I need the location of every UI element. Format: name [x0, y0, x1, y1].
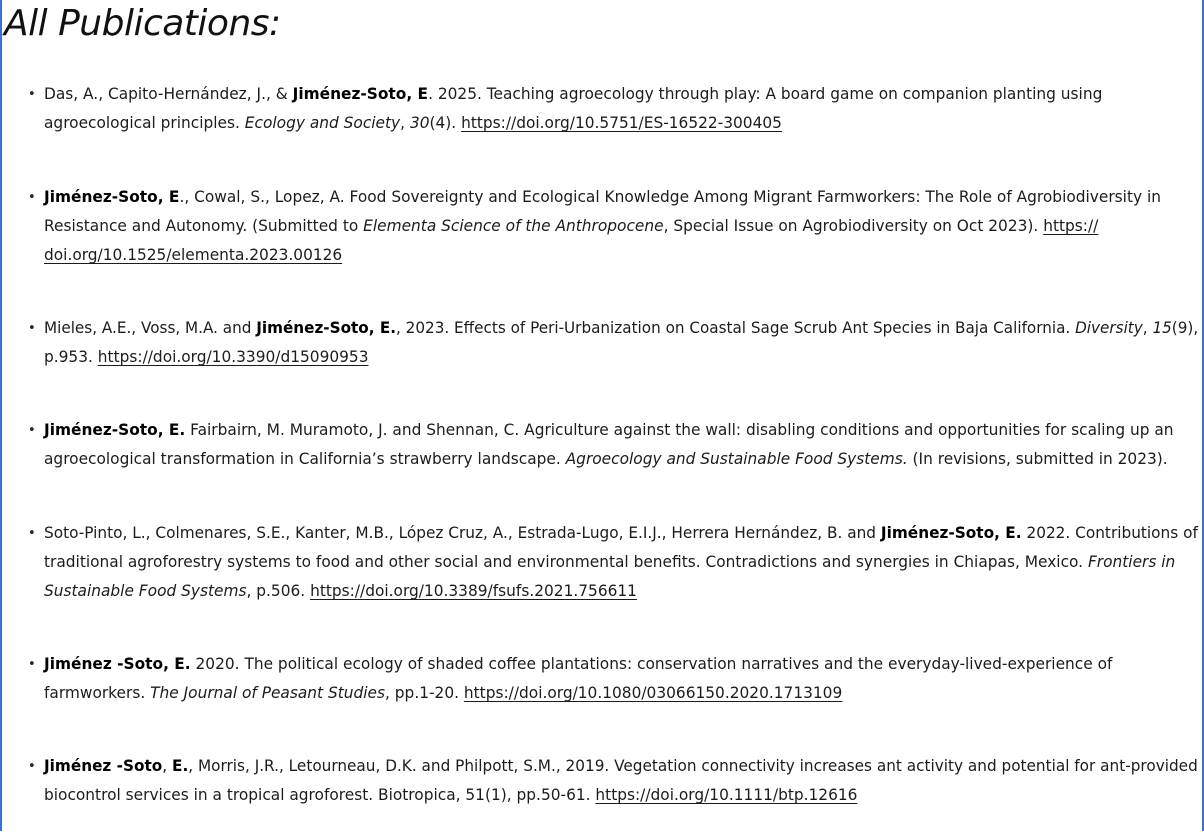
- publication-line: [44, 416, 1198, 445]
- doi-link[interactable]: https://doi.org/10.3389/fsufs.2021.756611: [310, 582, 637, 600]
- highlighted-author: Jiménez-Soto, E: [292, 85, 429, 103]
- publication-line: [44, 679, 1198, 708]
- volume-number: 15: [1152, 319, 1172, 337]
- publication-line: [44, 183, 1198, 212]
- journal-name: Sustainable Food Systems: [44, 582, 247, 600]
- bullet-icon: •: [28, 190, 36, 205]
- highlighted-author: Jiménez-Soto, E: [44, 188, 180, 206]
- publication-line: [44, 109, 1198, 138]
- publication-item: [28, 650, 1204, 708]
- publication-item: [28, 183, 1204, 270]
- publication-line: [44, 445, 1198, 474]
- citation-text: , pp.1-20.: [385, 684, 464, 702]
- publication-item: [28, 80, 1204, 138]
- citation-text: , Special Issue on Agrobiodiversity on Oct 2023).: [663, 217, 1044, 235]
- citation-text: Resistance and Autonomy. (Submitted to: [44, 217, 364, 235]
- publication-line: [44, 752, 1198, 781]
- publication-line: [44, 650, 1198, 679]
- highlighted-author: Jiménez -Soto, E.: [44, 655, 191, 673]
- page-title: All Publications:: [4, 3, 281, 44]
- bullet-icon: •: [28, 423, 36, 438]
- citation-text: p.953.: [44, 348, 98, 366]
- citation-text: agroecological principles.: [44, 114, 245, 132]
- publication-line: [44, 781, 1198, 810]
- citation-text: traditional agroforestry systems to food and other social and environmental benefits. Contradictions and synergies in Chiapas, Mexico.: [44, 553, 1088, 571]
- highlighted-author: Jiménez-Soto, E.: [256, 319, 397, 337]
- citation-text: ,: [400, 114, 410, 132]
- journal-name: Diversity: [1075, 319, 1143, 337]
- bullet-icon: •: [28, 87, 36, 102]
- doi-link[interactable]: https://doi.org/10.5751/ES-16522-300405: [461, 114, 782, 132]
- citation-text: 2022. Contributions of: [1021, 524, 1198, 542]
- citation-text: 2020. The political ecology of shaded coffee plantations: conservation narratives and the everyday-lived-experience of: [190, 655, 1113, 673]
- doi-link[interactable]: https://doi.org/10.1111/btp.12616: [595, 786, 858, 804]
- publication-line: [44, 241, 1198, 270]
- citation-text: biocontrol services in a tropical agroforest. Biotropica, 51(1), pp.50-61.: [44, 786, 596, 804]
- bullet-icon: •: [28, 526, 36, 541]
- publication-line: [44, 577, 1198, 606]
- journal-name: The Journal of Peasant Studies: [150, 684, 386, 702]
- volume-number: 30: [409, 114, 430, 132]
- citation-text: ,: [1142, 319, 1153, 337]
- doi-link[interactable]: https://doi.org/10.1080/03066150.2020.1713109: [463, 684, 843, 702]
- citation-text: , Morris, J.R., Letourneau, D.K. and Philpott, S.M., 2019. Vegetation connectivity increases ant activity and potential for ant-provided: [188, 757, 1198, 775]
- publication-line: [44, 548, 1198, 577]
- citation-text: ., Cowal, S., Lopez, A. Food Sovereignty and Ecological Knowledge Among Migrant Farmworkers: The Role of Agrobiodiversity in: [179, 188, 1162, 206]
- bullet-icon: •: [28, 321, 36, 336]
- publication-line: [44, 519, 1198, 548]
- journal-name: Frontiers in: [1087, 553, 1176, 571]
- highlighted-author: E.: [172, 757, 189, 775]
- publication-line: [44, 314, 1199, 343]
- authors-text: Das, A., Capito-Hernández, J., &: [44, 85, 293, 103]
- publication-line: [44, 343, 1198, 372]
- authors-text: Soto-Pinto, L., Colmenares, S.E., Kanter, M.B., López Cruz, A., Estrada-Lugo, E.I.J., Herrera Hernández, B. and: [44, 524, 881, 542]
- doi-link[interactable]: https://: [1043, 217, 1099, 235]
- bullet-icon: •: [28, 759, 36, 774]
- citation-text: (9),: [1171, 319, 1199, 337]
- citation-text: Fairbairn, M. Muramoto, J. and Shennan, C. Agriculture against the wall: disabling conditions and opportunities for scaling up an: [185, 421, 1174, 439]
- highlighted-author: Jiménez -Soto: [44, 757, 163, 775]
- publication-line: [44, 212, 1198, 241]
- citation-text: , p.506.: [246, 582, 311, 600]
- publication-item: [28, 752, 1204, 810]
- citation-text: farmworkers.: [44, 684, 151, 702]
- authors-text: Mieles, A.E., Voss, M.A. and: [44, 319, 257, 337]
- citation-text: , 2023. Effects of Peri-Urbanization on Coastal Sage Scrub Ant Species in Baja California.: [396, 319, 1076, 337]
- citation-text: (In revisions, submitted in 2023).: [907, 450, 1168, 468]
- journal-name: Elementa Science of the Anthropocene: [363, 217, 664, 235]
- journal-name: Ecology and Society: [244, 114, 401, 132]
- journal-name: Agroecology and Sustainable Food Systems.: [565, 450, 908, 468]
- highlighted-author: Jiménez-Soto, E.: [44, 421, 186, 439]
- highlighted-author: Jiménez-Soto, E.: [880, 524, 1022, 542]
- citation-text: ,: [162, 757, 173, 775]
- bullet-icon: •: [28, 657, 36, 672]
- citation-text: . 2025. Teaching agroecology through play: A board game on companion planting using: [428, 85, 1103, 103]
- citation-text: agroecological transformation in California’s strawberry landscape.: [44, 450, 566, 468]
- citation-text: (4).: [429, 114, 462, 132]
- publication-line: [44, 80, 1198, 109]
- publication-item: [28, 314, 1204, 372]
- publication-item: [28, 416, 1204, 474]
- publication-item: [28, 519, 1204, 606]
- doi-link[interactable]: https://doi.org/10.3390/d15090953: [97, 348, 369, 366]
- doi-link[interactable]: doi.org/10.1525/elementa.2023.00126: [44, 246, 343, 264]
